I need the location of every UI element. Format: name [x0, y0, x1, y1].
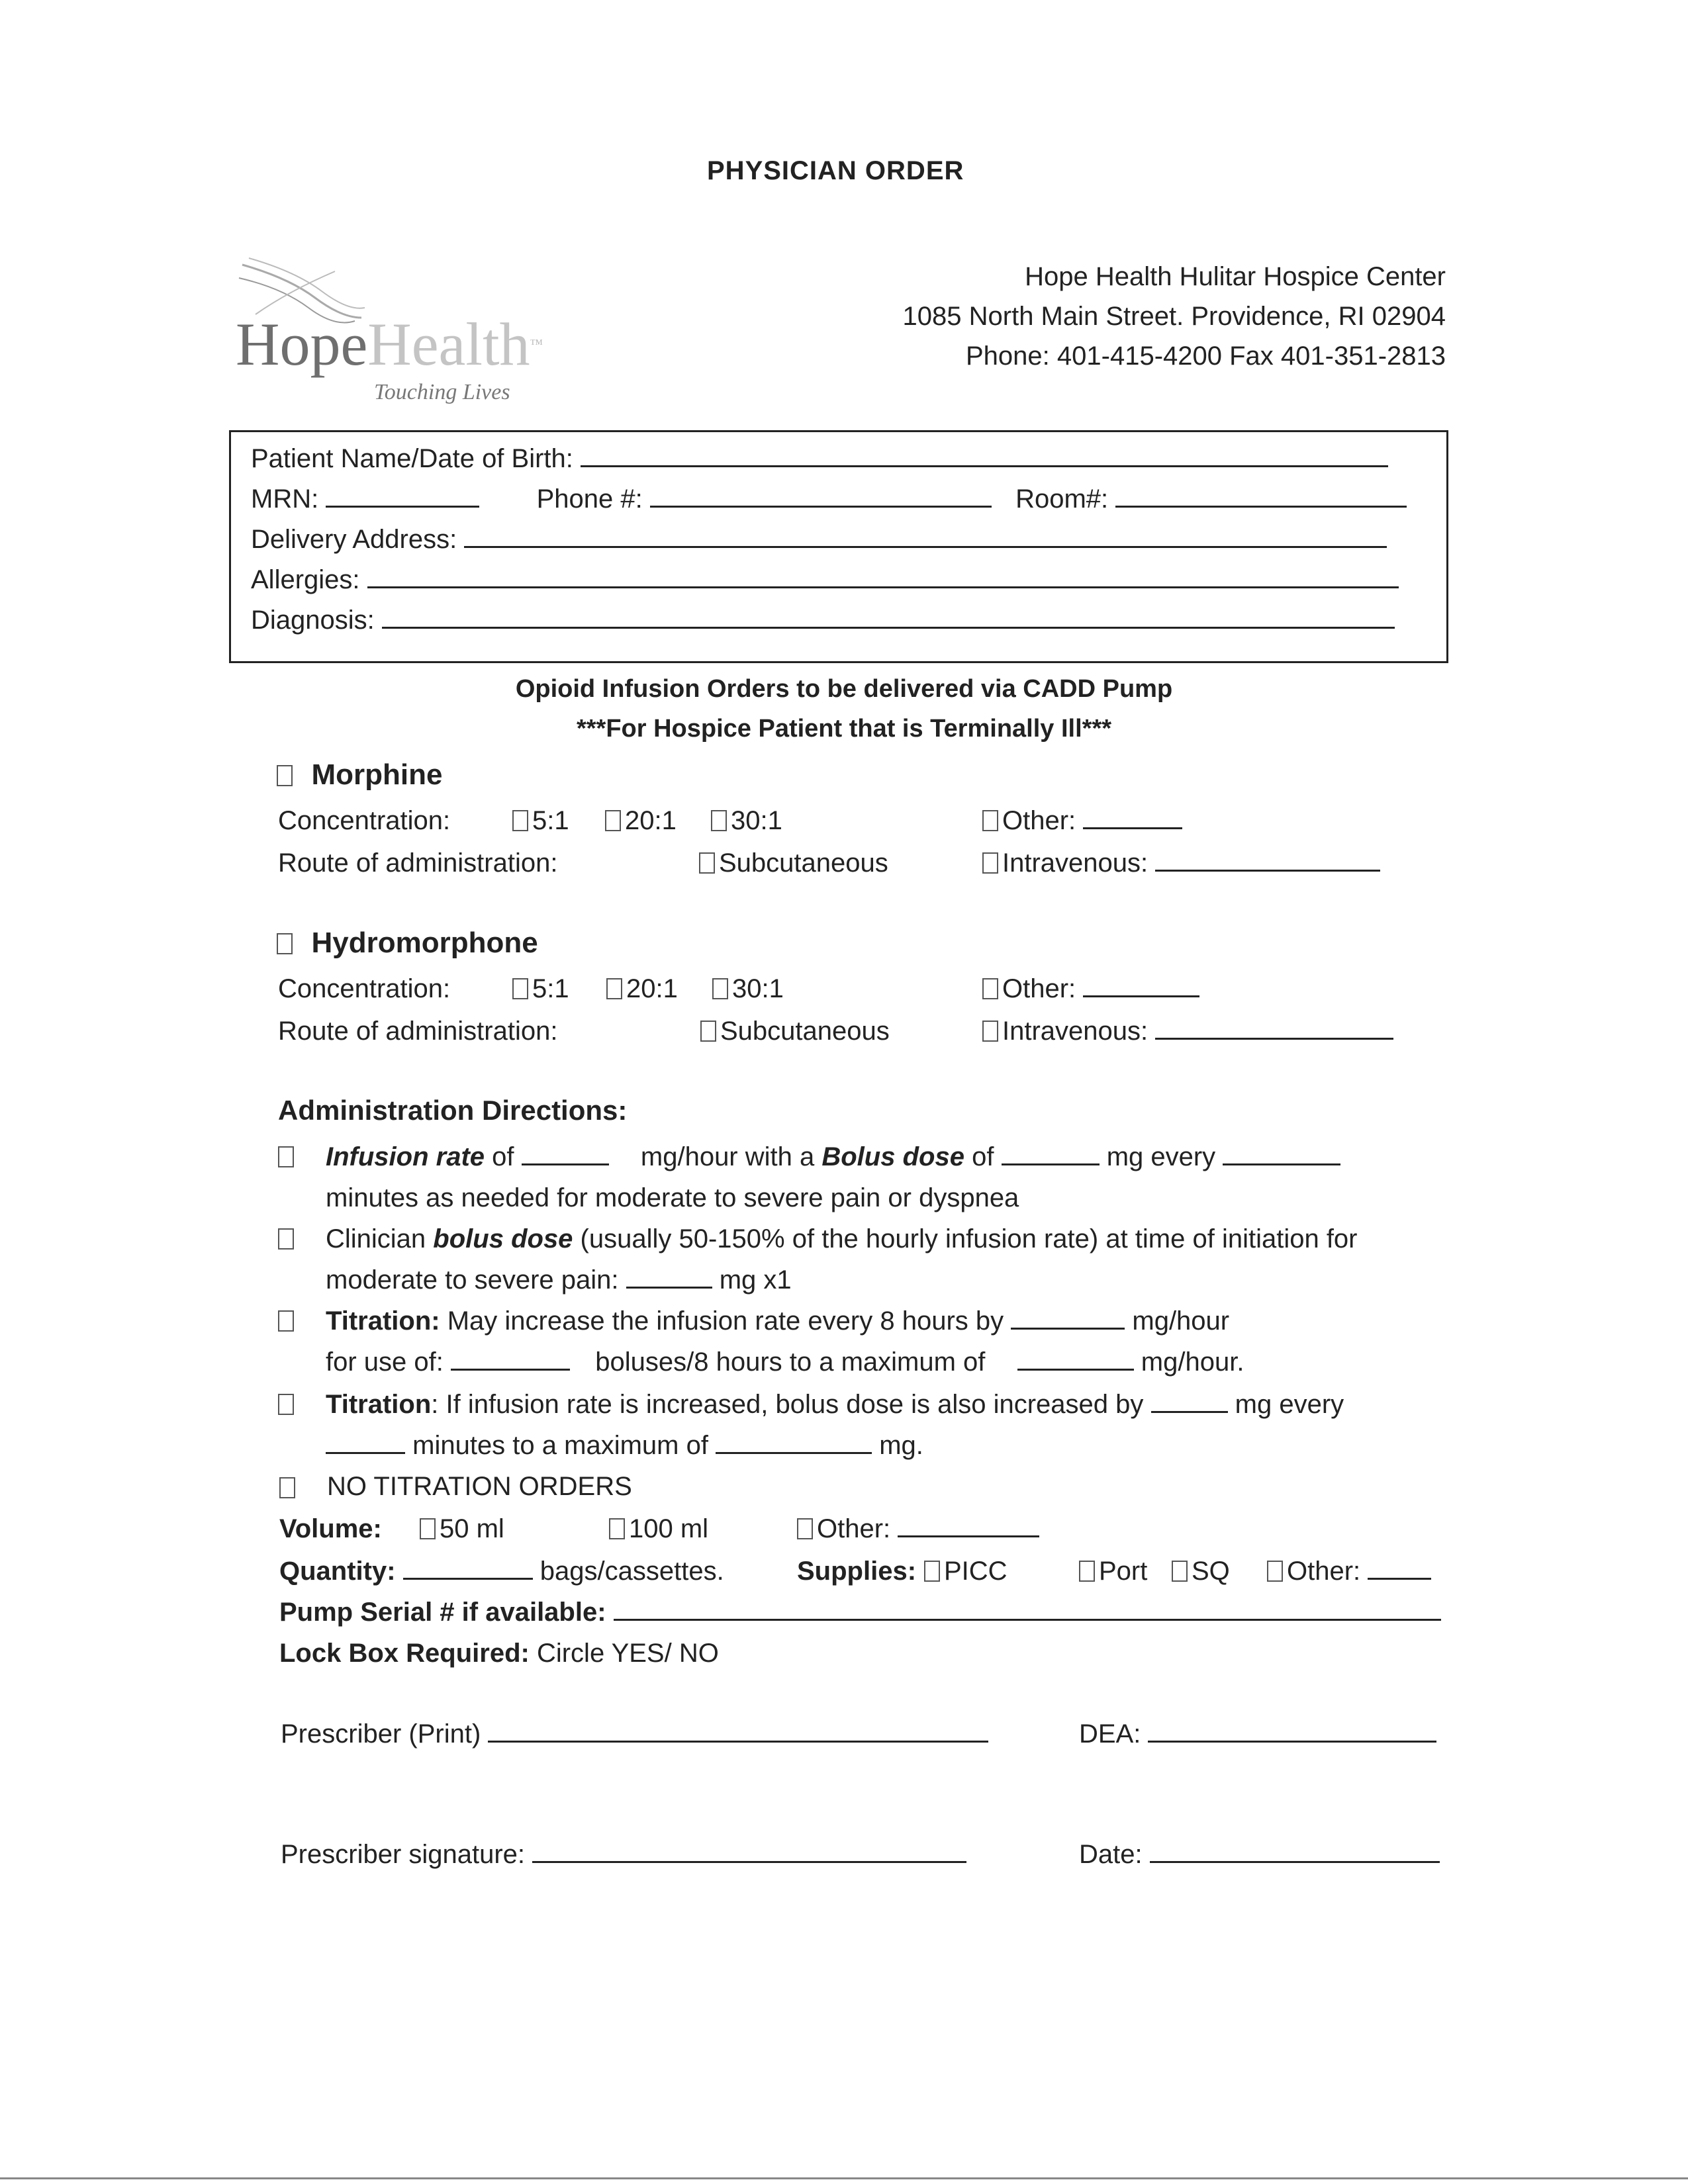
bolus-dose-label: Bolus dose	[821, 1142, 964, 1171]
titration-bolus-minutes-field[interactable]	[326, 1430, 405, 1454]
pump-serial-row	[279, 1596, 1441, 1628]
morphine-route-label: Route of administration:	[278, 848, 558, 878]
hydromorphone-conc-30-1-label: 30:1	[732, 974, 784, 1003]
hydromorphone-conc-5-1-label: 5:1	[532, 974, 569, 1003]
titration-bolus-max-field[interactable]	[716, 1430, 872, 1454]
infusion-line-1	[326, 1141, 1340, 1173]
lock-box-label: Lock Box Required:	[279, 1639, 530, 1668]
quantity-label: Quantity:	[279, 1557, 396, 1586]
infusion-of-text: of	[485, 1142, 514, 1171]
titration-bolus-max-text: minutes to a maximum of	[412, 1431, 708, 1460]
morphine-conc-30-1[interactable]	[711, 805, 782, 837]
hydromorphone-iv-field[interactable]	[1155, 1015, 1393, 1040]
diagnosis-label: Diagnosis:	[251, 606, 375, 635]
titration-boluses-field[interactable]	[451, 1346, 570, 1371]
hydromorphone-conc-30-1-checkbox[interactable]	[712, 978, 728, 999]
patient-ids-row	[251, 483, 1407, 515]
hydromorphone-conc-30-1[interactable]	[712, 973, 784, 1005]
hydromorphone-route-iv[interactable]	[982, 1015, 1393, 1047]
supplies-picc-label: PICC	[944, 1557, 1008, 1586]
allergies-row	[251, 564, 1399, 596]
quantity-row	[279, 1555, 724, 1587]
patient-info-box	[229, 430, 1448, 663]
morphine-iv-checkbox[interactable]	[982, 852, 998, 874]
volume-other-checkbox[interactable]	[797, 1518, 813, 1539]
date-label: Date:	[1079, 1840, 1143, 1869]
clinician-pain-text: moderate to severe pain:	[326, 1265, 619, 1295]
hydromorphone-other-checkbox[interactable]	[982, 978, 998, 999]
prescriber-signature-row	[281, 1839, 966, 1870]
administration-heading: Administration Directions:	[278, 1095, 628, 1126]
titration-rate-line-1	[326, 1305, 1229, 1337]
titration-rate-line-2	[326, 1346, 1244, 1378]
delivery-address-field[interactable]	[464, 523, 1387, 548]
hydromorphone-conc-20-1[interactable]	[606, 973, 678, 1005]
morphine-conc-5-1[interactable]	[512, 805, 569, 837]
dea-row	[1079, 1718, 1436, 1750]
room-field[interactable]	[1115, 483, 1407, 508]
volume-other[interactable]	[797, 1513, 1039, 1545]
allergies-field[interactable]	[367, 564, 1399, 588]
titration-max-field[interactable]	[1017, 1346, 1134, 1371]
morphine-other-label: Other:	[1002, 806, 1076, 835]
volume-100ml[interactable]	[609, 1513, 708, 1545]
hydromorphone-iv-checkbox[interactable]	[982, 1021, 998, 1042]
hydromorphone-section	[277, 927, 538, 960]
hydromorphone-subq-checkbox[interactable]	[700, 1021, 716, 1042]
scan-edge-line	[0, 2177, 1688, 2179]
titration-rate-checkbox[interactable]	[278, 1310, 294, 1332]
bolus-dose-field[interactable]	[1002, 1141, 1100, 1165]
supplies-picc[interactable]	[924, 1555, 1008, 1587]
logo-text-hope: Hope	[236, 310, 368, 378]
volume-100ml-label: 100 ml	[629, 1514, 709, 1543]
morphine-iv-field[interactable]	[1155, 847, 1380, 872]
morphine-conc-20-1-checkbox[interactable]	[605, 810, 621, 831]
morphine-conc-5-1-checkbox[interactable]	[512, 810, 528, 831]
titration-bolus-label: Titration	[326, 1390, 432, 1419]
patient-name-dob-field[interactable]	[581, 443, 1388, 467]
phone-label: Phone #:	[536, 484, 643, 514]
titration-rate-text: May increase the infusion rate every 8 hours by	[440, 1306, 1004, 1336]
hydromorphone-concentration-label: Concentration:	[278, 974, 451, 1003]
hydromorphone-iv-label: Intravenous:	[1002, 1017, 1149, 1046]
prescriber-print-row	[281, 1718, 988, 1750]
morphine-concentration-label: Concentration:	[278, 806, 451, 835]
titration-bolus-text: : If infusion rate is increased, bolus dose is also increased by	[431, 1390, 1144, 1419]
titration-rate-field[interactable]	[1011, 1305, 1125, 1330]
morphine-conc-20-1-label: 20:1	[625, 806, 677, 835]
volume-50ml-label: 50 ml	[440, 1514, 504, 1543]
hydromorphone-conc-20-1-checkbox[interactable]	[606, 978, 622, 999]
pump-serial-field[interactable]	[614, 1596, 1441, 1621]
titration-rate-unit: mg/hour	[1132, 1306, 1230, 1336]
infusion-line-2: minutes as needed for moderate to severe pain or dyspnea	[326, 1183, 1019, 1212]
supplies-port-label: Port	[1099, 1557, 1148, 1586]
morphine-route-iv[interactable]	[982, 847, 1380, 879]
hydromorphone-other[interactable]	[982, 973, 1199, 1005]
clinician-line-2	[326, 1264, 792, 1296]
hydromorphone-other-field[interactable]	[1083, 973, 1199, 997]
titration-bolus-unit: mg every	[1235, 1390, 1344, 1419]
date-row	[1079, 1839, 1440, 1870]
supplies-port-checkbox[interactable]	[1079, 1561, 1095, 1582]
prescriber-signature-field[interactable]	[532, 1839, 966, 1863]
hydromorphone-label: Hydromorphone	[311, 927, 538, 959]
titration-max-unit: mg/hour.	[1141, 1347, 1244, 1377]
prescriber-print-field[interactable]	[488, 1718, 988, 1743]
dea-field[interactable]	[1148, 1718, 1436, 1743]
clinician-line-1	[326, 1223, 1358, 1255]
organization-block	[903, 257, 1446, 376]
hydromorphone-subq-label: Subcutaneous	[720, 1017, 890, 1046]
date-field[interactable]	[1150, 1839, 1440, 1863]
morphine-conc-30-1-label: 30:1	[731, 806, 782, 835]
titration-bolus-checkbox[interactable]	[278, 1394, 294, 1415]
hydromorphone-conc-5-1-checkbox[interactable]	[512, 978, 528, 999]
morphine-other-checkbox[interactable]	[982, 810, 998, 831]
hydromorphone-route-label: Route of administration:	[278, 1017, 558, 1046]
orders-heading: Opioid Infusion Orders to be delivered via CADD Pump	[515, 675, 1173, 703]
titration-bolus-line-2	[326, 1430, 923, 1461]
bolus-of-text: of	[964, 1142, 994, 1171]
organization-contact: Phone: 401-415-4200 Fax 401-351-2813	[966, 341, 1446, 371]
morphine-conc-30-1-checkbox[interactable]	[711, 810, 727, 831]
allergies-label: Allergies:	[251, 565, 360, 594]
morphine-subq-checkbox[interactable]	[699, 852, 715, 874]
room-label: Room#:	[1015, 484, 1109, 514]
diagnosis-row	[251, 604, 1395, 636]
logo-text-health: Health	[367, 310, 530, 378]
patient-name-row	[251, 443, 1388, 475]
infusion-mg-hour-text: mg/hour with a	[640, 1142, 822, 1171]
morphine-checkbox[interactable]	[277, 765, 293, 786]
delivery-address-row	[251, 523, 1387, 555]
hydromorphone-other-label: Other:	[1002, 974, 1076, 1003]
morphine-iv-label: Intravenous:	[1002, 848, 1149, 878]
supplies-sq-checkbox[interactable]	[1172, 1561, 1188, 1582]
morphine-section	[277, 758, 442, 792]
supplies-label: Supplies:	[797, 1557, 917, 1586]
pump-serial-label: Pump Serial # if available:	[279, 1598, 606, 1627]
prescriber-signature-label: Prescriber signature:	[281, 1840, 526, 1869]
logo-tm: ™	[530, 337, 543, 351]
volume-other-field[interactable]	[898, 1513, 1039, 1537]
supplies-picc-checkbox[interactable]	[924, 1561, 940, 1582]
organization-name: Hope Health Hulitar Hospice Center	[1025, 262, 1446, 291]
mrn-field[interactable]	[326, 483, 479, 508]
clinician-description: (usually 50-150% of the hourly infusion rate) at time of initiation for	[573, 1224, 1358, 1253]
morphine-other-field[interactable]	[1083, 805, 1182, 829]
supplies-other-checkbox[interactable]	[1267, 1561, 1283, 1582]
orders-subheading: ***For Hospice Patient that is Terminally Ill***	[576, 715, 1112, 743]
morphine-conc-5-1-label: 5:1	[532, 806, 569, 835]
lock-box-text: Circle YES/ NO	[529, 1639, 719, 1668]
infusion-rate-field[interactable]	[522, 1141, 609, 1165]
volume-other-label: Other:	[817, 1514, 891, 1543]
infusion-checkbox[interactable]	[278, 1146, 294, 1167]
supplies-sq[interactable]	[1172, 1555, 1230, 1587]
dea-label: DEA:	[1079, 1719, 1141, 1749]
hydromorphone-conc-5-1[interactable]	[512, 973, 569, 1005]
no-titration-label: NO TITRATION ORDERS	[327, 1472, 632, 1501]
volume-100ml-checkbox[interactable]	[609, 1518, 625, 1539]
mrn-label: MRN:	[251, 484, 319, 514]
logo-tagline: Touching Lives	[374, 380, 510, 404]
bolus-every-field[interactable]	[1223, 1141, 1340, 1165]
hydromorphone-checkbox[interactable]	[277, 933, 293, 954]
supplies-port[interactable]	[1079, 1555, 1147, 1587]
page-title: PHYSICIAN ORDER	[707, 156, 964, 185]
volume-50ml[interactable]	[420, 1513, 504, 1545]
clinician-bolus-checkbox[interactable]	[278, 1228, 294, 1250]
bolus-mg-every-text: mg every	[1106, 1142, 1216, 1171]
delivery-address-label: Delivery Address:	[251, 525, 457, 554]
no-titration-checkbox[interactable]	[279, 1477, 295, 1498]
titration-boluses-text: boluses/8 hours to a maximum of	[595, 1347, 986, 1377]
diagnosis-field[interactable]	[382, 604, 1395, 629]
morphine-conc-20-1[interactable]	[605, 805, 677, 837]
clinician-bolus-label: bolus dose	[433, 1224, 573, 1253]
supplies-other[interactable]	[1267, 1555, 1431, 1587]
titration-bolus-mg-text: mg.	[879, 1431, 923, 1460]
hydromorphone-conc-20-1-label: 20:1	[626, 974, 678, 1003]
infusion-rate-label: Infusion rate	[326, 1142, 485, 1171]
patient-name-dob-label: Patient Name/Date of Birth:	[251, 444, 573, 473]
volume-label: Volume:	[279, 1514, 382, 1543]
supplies-sq-label: SQ	[1192, 1557, 1230, 1586]
morphine-subq-label: Subcutaneous	[719, 848, 888, 878]
phone-field[interactable]	[650, 483, 992, 508]
morphine-route-subq[interactable]	[699, 847, 888, 879]
clinician-text: Clinician	[326, 1224, 434, 1253]
titration-bolus-line-1	[326, 1388, 1344, 1420]
volume-50ml-checkbox[interactable]	[420, 1518, 436, 1539]
clinician-dose-field[interactable]	[626, 1264, 712, 1289]
lock-box-row	[279, 1637, 719, 1669]
quantity-unit: bags/cassettes.	[539, 1557, 724, 1586]
titration-rate-label: Titration:	[326, 1306, 440, 1336]
morphine-other[interactable]	[982, 805, 1182, 837]
supplies-other-label: Other:	[1287, 1557, 1361, 1586]
supplies-other-field[interactable]	[1368, 1555, 1431, 1580]
quantity-field[interactable]	[403, 1555, 533, 1580]
hydromorphone-route-subq[interactable]	[700, 1015, 890, 1047]
titration-use-of-text: for use of:	[326, 1347, 444, 1377]
titration-bolus-field[interactable]	[1151, 1388, 1228, 1413]
clinician-mg-x1-text: mg x1	[719, 1265, 792, 1295]
prescriber-print-label: Prescriber (Print)	[281, 1719, 481, 1749]
organization-address: 1085 North Main Street. Providence, RI 02904	[902, 302, 1446, 331]
morphine-label: Morphine	[311, 758, 443, 791]
